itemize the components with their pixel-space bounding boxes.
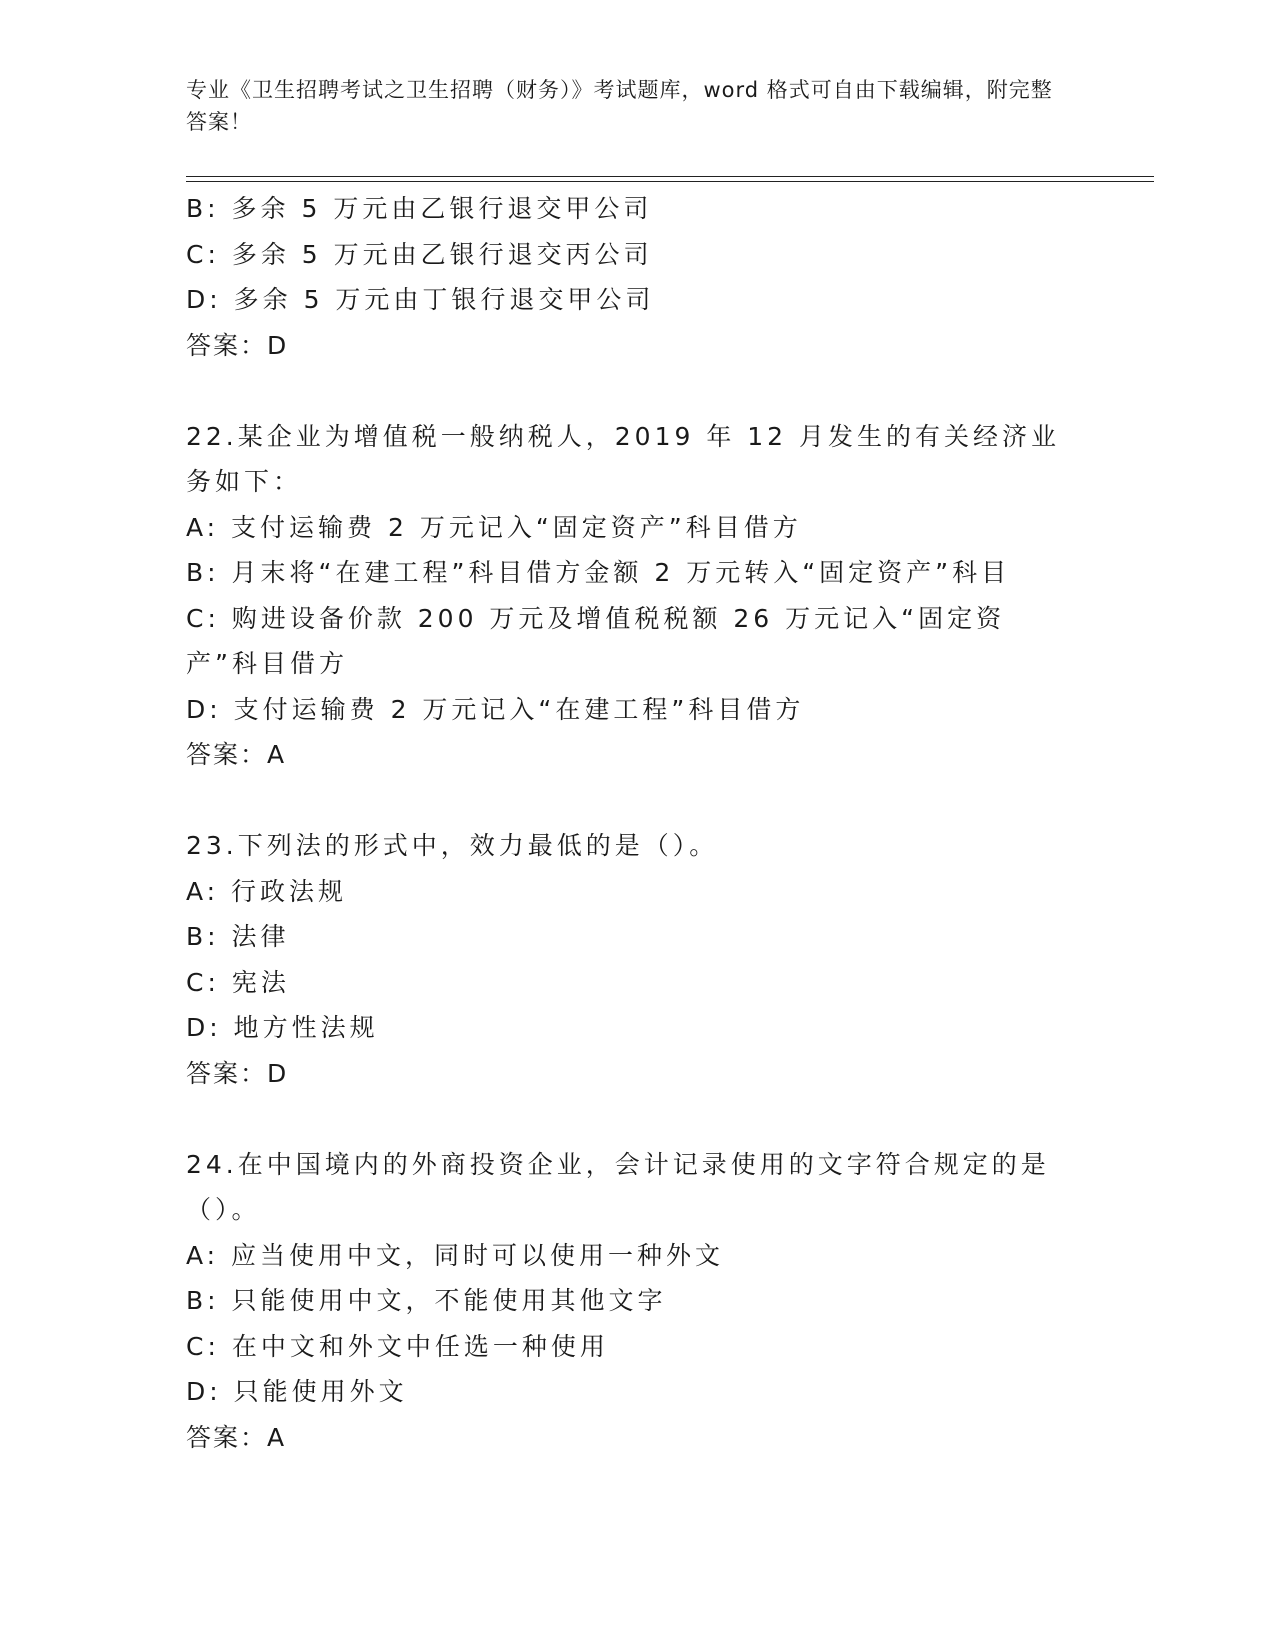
q23-option-c: C: 宪法 bbox=[186, 967, 290, 997]
q24-option-d: D: 只能使用外文 bbox=[186, 1377, 408, 1406]
document-header: 专业《卫生招聘考试之卫生招聘（财务）》考试题库，word 格式可自由下载编辑，附完整答案！ bbox=[186, 78, 1053, 134]
q23-option-b: B: 法律 bbox=[186, 922, 290, 951]
q22-option-a: A: 支付运输费 2 万元记入“固定资产”科目借方 bbox=[186, 512, 802, 542]
q22-option-d: D: 支付运输费 2 万元记入“在建工程”科目借方 bbox=[186, 694, 805, 724]
q21-option-c: C: 多余 5 万元由乙银行退交丙公司 bbox=[186, 239, 653, 269]
q24-answer: 答案：A bbox=[186, 1422, 287, 1452]
q24-stem: 24.在中国境内的外商投资企业，会计记录使用的文字符合规定的是（）。 bbox=[186, 1149, 1050, 1224]
q22-answer: 答案：A bbox=[186, 740, 287, 769]
q21-answer: 答案：D bbox=[186, 330, 289, 360]
q23-option-a: A: 行政法规 bbox=[186, 876, 348, 906]
q21-option-b: B: 多余 5 万元由乙银行退交甲公司 bbox=[186, 194, 653, 223]
q23-answer: 答案：D bbox=[186, 1058, 289, 1088]
q24-option-b: B: 只能使用中文，不能使用其他文字 bbox=[186, 1286, 667, 1315]
question-content bbox=[186, 186, 1066, 1460]
q21-option-d: D: 多余 5 万元由丁银行退交甲公司 bbox=[186, 285, 655, 314]
q22-stem: 22.某企业为增值税一般纳税人，2019 年 12 月发生的有关经济业务如下： bbox=[186, 421, 1061, 496]
q24-option-c: C: 在中文和外文中任选一种使用 bbox=[186, 1331, 609, 1361]
q24-option-a: A: 应当使用中文，同时可以使用一种外文 bbox=[186, 1240, 725, 1270]
q23-option-d: D: 地方性法规 bbox=[186, 1013, 379, 1042]
q23-stem: 23.下列法的形式中，效力最低的是（）。 bbox=[186, 831, 719, 860]
header-rule-top bbox=[186, 176, 1154, 177]
header-rule-bottom bbox=[186, 181, 1154, 182]
q22-option-b: B: 月末将“在建工程”科目借方金额 2 万元转入“固定资产”科目 bbox=[186, 558, 1011, 587]
q22-option-c: C: 购进设备价款 200 万元及增值税税额 26 万元记入“固定资产”科目借方 bbox=[186, 603, 1006, 678]
